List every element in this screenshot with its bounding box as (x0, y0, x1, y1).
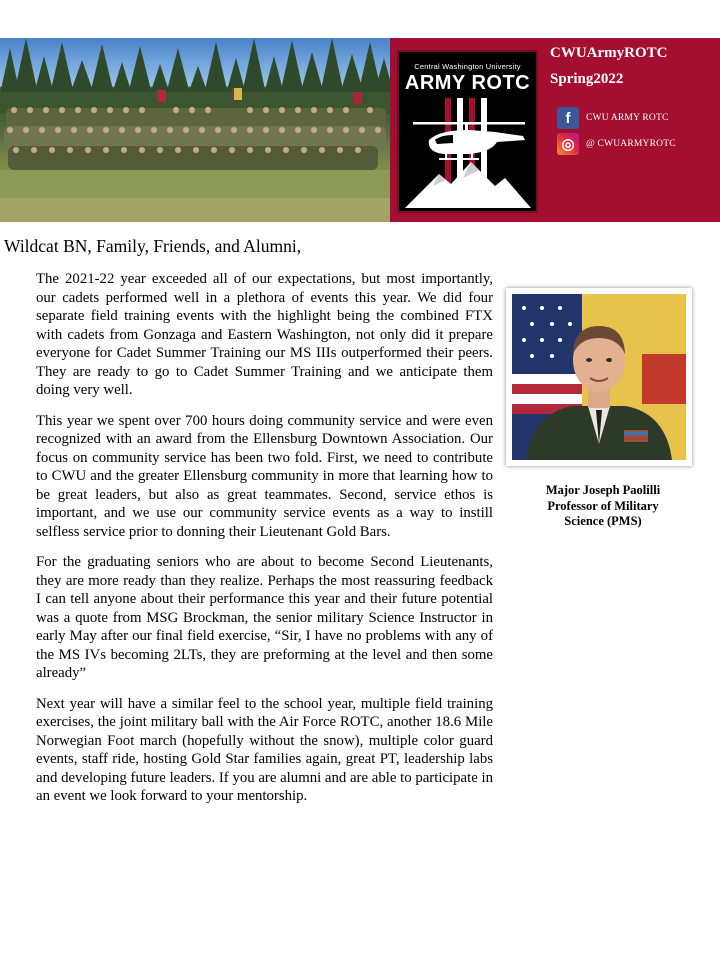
handle-line2: Spring2022 (550, 71, 624, 87)
logo-university-text: Central Washington University (414, 62, 521, 71)
logo-title-text: ARMY ROTC (404, 72, 531, 94)
paragraph-4: Next year will have a similar feel to the school year, multiple field training exercises, the joint military ball with the Air Force ROTC, another 18.6 Mile Norwegian Foot march (hopefully without the snow), multiple color guard events, staff ride, hosting Gold Star families again, great PT, leadership labs and developing future leaders. If you are alumni and are able to participate in an event we look forward to your mentorship. (36, 695, 493, 804)
caption-line-title-2: Science (PMS) (564, 514, 642, 528)
letter-body (36, 270, 493, 818)
instagram-link[interactable] (557, 133, 676, 155)
paragraph-2: This year we spent over 700 hours doing community service and were even recognized with an award from the Ellensburg Downtown Association. Our focus on community service has been two fold. First, we need to contribute to CWU and the greater Ellensburg community in more that learning how to be great leaders, but also as great teammates. Second, service ethos is important, and we use our community service events as a way to instill selfless service prior to donning their Lieutenant Gold Bars. (36, 412, 493, 540)
paragraph-3: For the graduating seniors who are about to become Second Lieutenants, they are more ready than they realize. Perhaps the most reassuring feedback I can tell anyone about their performance this year and their future potential was a quote from MSG Brockman, the senior military Science Instructor in early May after our final field exercise, “Sir, I have no problems with any of the MS IVs becoming 2LTs, they are preforming at the level and then some already” (36, 554, 493, 681)
caption-line-title: Professor of Military (547, 498, 659, 513)
instagram-icon: ◎ (557, 133, 579, 155)
instagram-label: @ CWUARMYROTC (586, 139, 676, 149)
facebook-label: CWU ARMY ROTC (586, 113, 669, 123)
header-banner (0, 38, 720, 222)
facebook-icon: f (557, 107, 579, 129)
portrait-caption (503, 483, 703, 530)
pms-portrait (506, 288, 692, 466)
army-rotc-logo (397, 50, 538, 213)
group-photo (0, 38, 390, 222)
helicopter-mountain-icon (399, 96, 536, 213)
caption-line-name: Major Joseph Paolilli (545, 483, 661, 497)
handle-line1: CWUArmyROTC (550, 45, 668, 61)
salutation: Wildcat BN, Family, Friends, and Alumni, (4, 236, 302, 256)
facebook-link[interactable] (557, 107, 668, 129)
paragraph-1: The 2021-22 year exceeded all of our expectations, but most importantly, our cadets performed well in a plethora of events this year. We did four separate field training events with the highlight being the combined FTX with cadets from Gonzaga and Eastern Washington, not only did it prepare everyone for Cadet Summer Training our MS IIIs outperformed their peers. They are ready to go to Cadet Summer Training and we anticipate them doing very well. (36, 271, 493, 398)
